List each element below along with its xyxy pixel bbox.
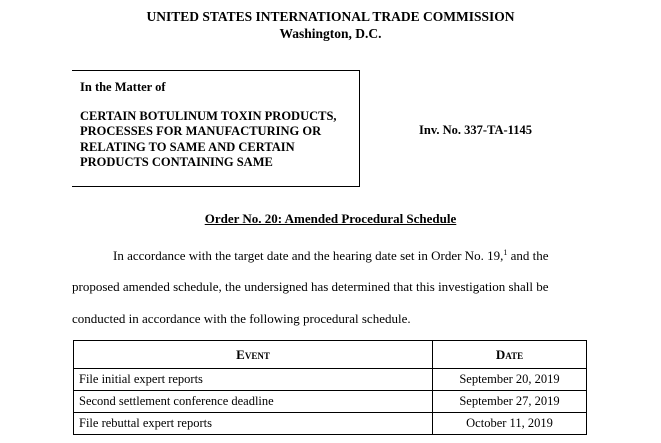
- location-heading: Washington, D.C.: [279, 26, 382, 41]
- case-title-line: RELATING TO SAME AND CERTAIN: [80, 139, 295, 154]
- order-title: [0, 211, 661, 227]
- matter-label: In the Matter of: [80, 80, 166, 94]
- event-cell: File initial expert reports: [74, 369, 433, 391]
- schedule-table: [73, 340, 587, 435]
- date-column-header: Date: [433, 341, 587, 369]
- body-line-3: conducted in accordance with the following procedural schedule.: [72, 311, 411, 326]
- case-title-line: PRODUCTS CONTAINING SAME: [80, 155, 273, 170]
- investigation-number: Inv. No. 337-TA-1145: [419, 123, 532, 137]
- event-cell: File rebuttal expert reports: [74, 413, 433, 435]
- body-line-1-text: In accordance with the target date and the hearing date set in Order No. 19,: [113, 248, 504, 263]
- table-row: [74, 413, 587, 435]
- date-cell: October 11, 2019: [433, 413, 587, 435]
- schedule-header-row: [74, 341, 587, 369]
- event-column-header: Event: [74, 341, 433, 369]
- body-line-1: [113, 248, 548, 264]
- case-title-line: CERTAIN BOTULINUM TOXIN PRODUCTS,: [80, 109, 337, 123]
- body-line-2: proposed amended schedule, the undersigned has determined that this investigation shall be: [72, 279, 549, 294]
- body-line-1-tail: and the: [507, 248, 549, 263]
- date-cell: September 20, 2019: [433, 369, 587, 391]
- table-row: [74, 369, 587, 391]
- footnote-marker[interactable]: 1: [503, 248, 508, 257]
- order-title-text: Order No. 20: Amended Procedural Schedule: [204, 211, 457, 226]
- case-title-line: PROCESSES FOR MANUFACTURING OR: [80, 124, 322, 139]
- agency-heading: UNITED STATES INTERNATIONAL TRADE COMMISSION: [146, 9, 515, 24]
- table-row: [74, 391, 587, 413]
- event-cell: Second settlement conference deadline: [74, 391, 433, 413]
- date-cell: September 27, 2019: [433, 391, 587, 413]
- case-title: [80, 109, 365, 171]
